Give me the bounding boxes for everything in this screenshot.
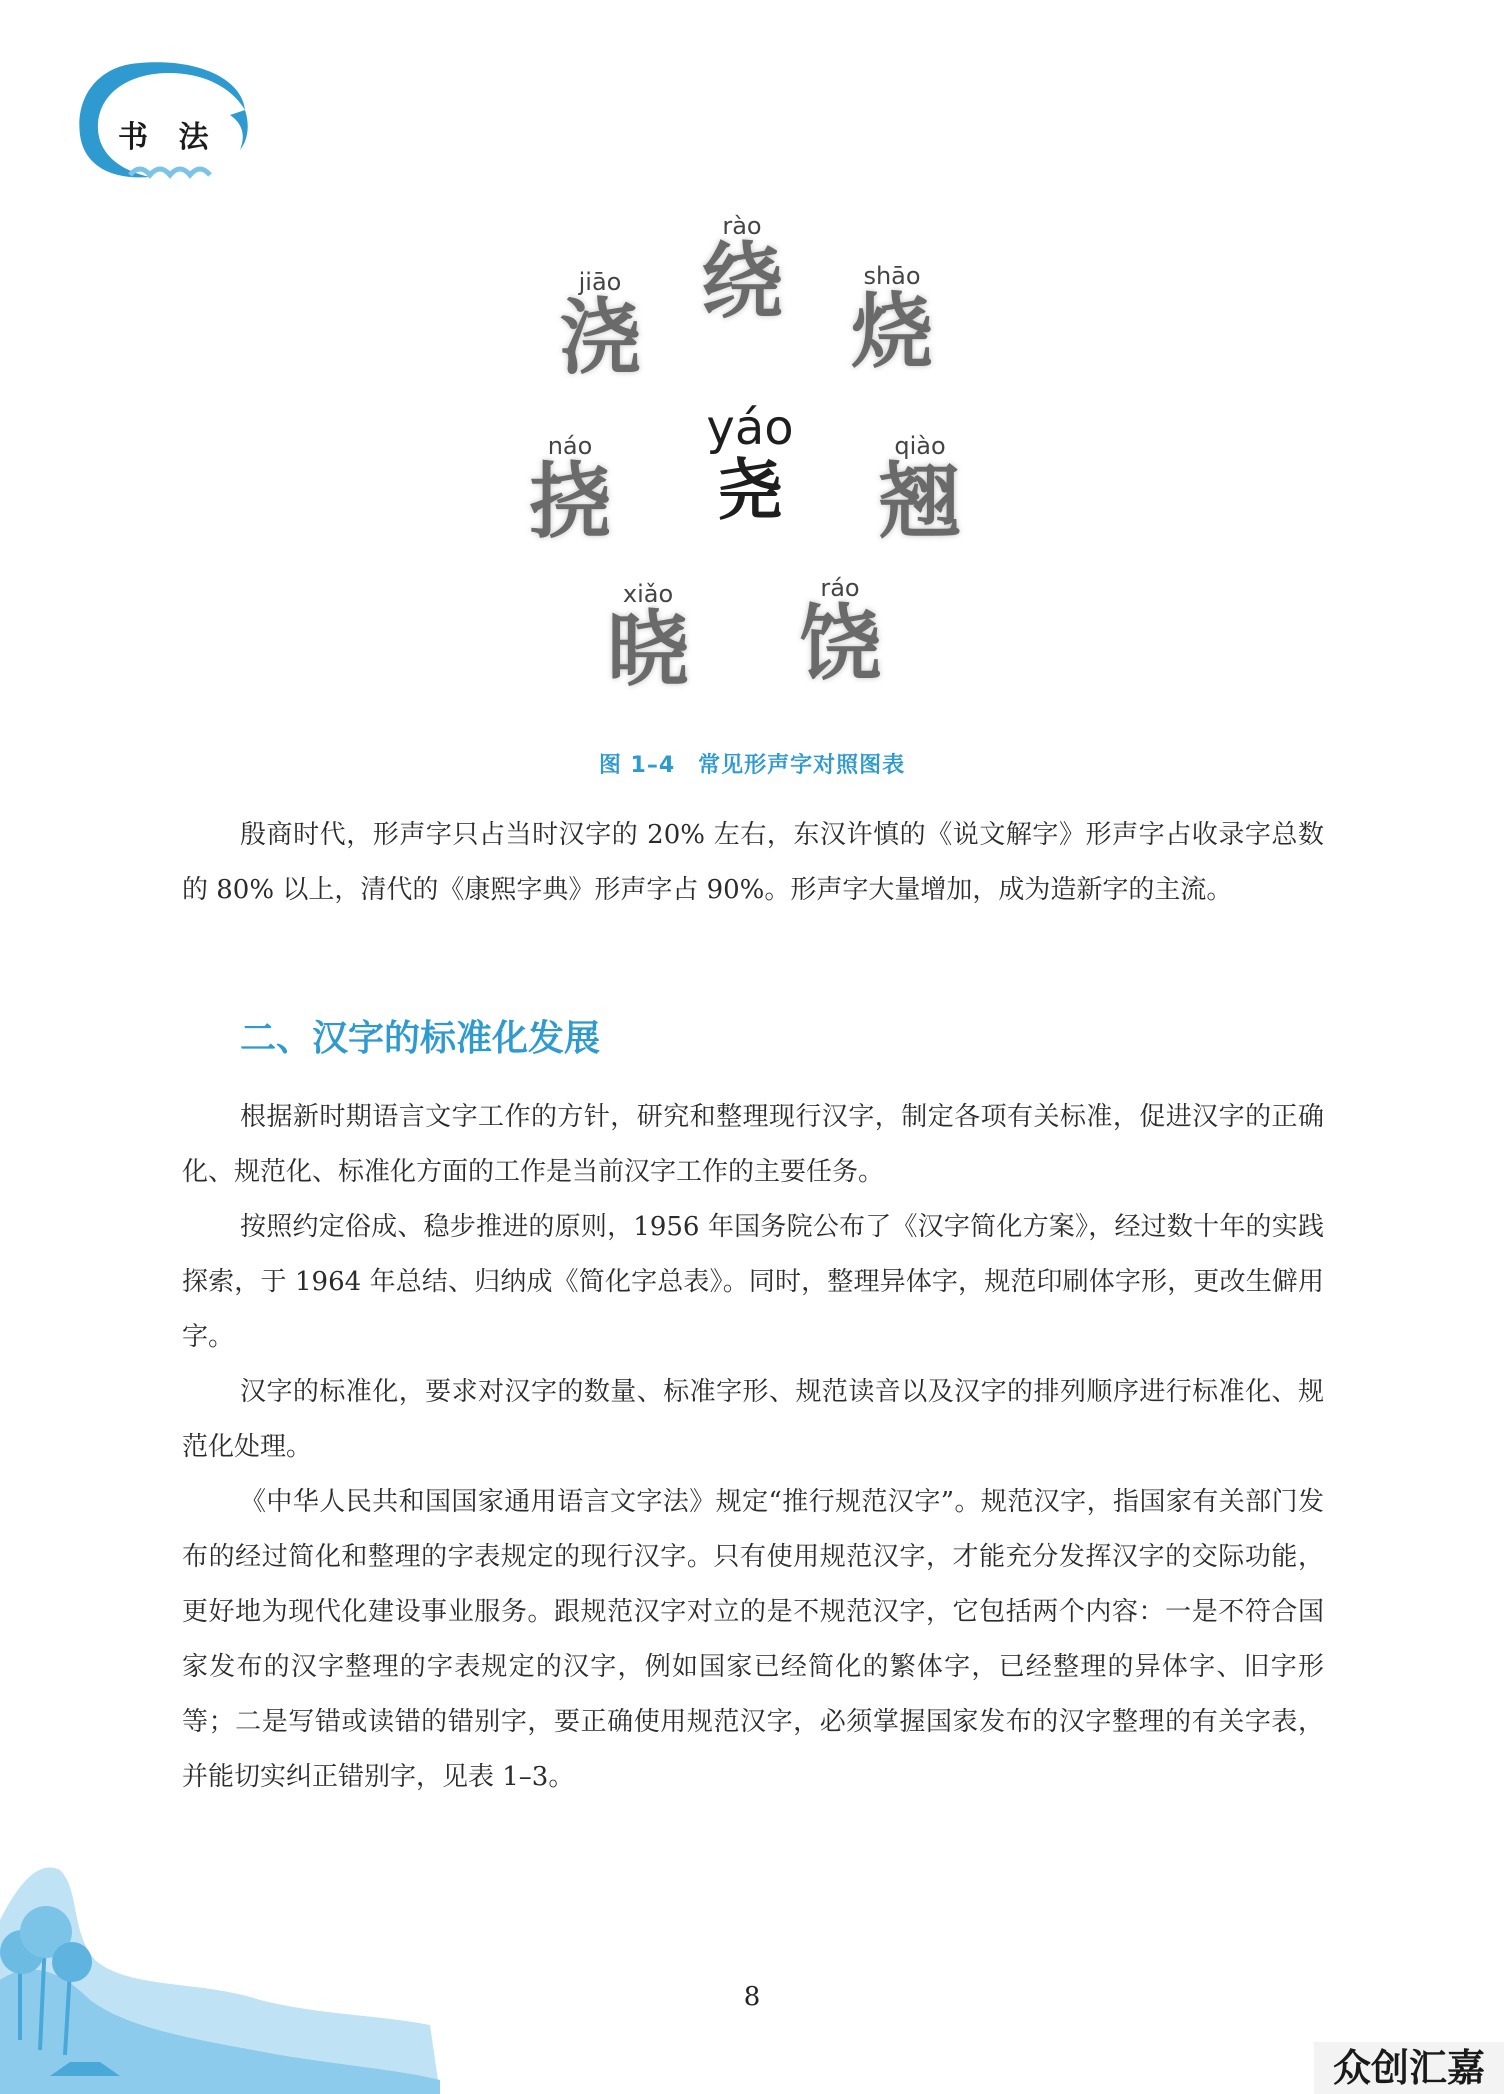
character-hanzi: 晓	[606, 603, 689, 698]
character-hanzi: 尧	[717, 452, 783, 529]
character-qiao-wrap	[850, 432, 990, 550]
paragraph-policy: 根据新时期语言文字工作的方针，研究和整理现行汉字，制定各项有关标准，促进汉字的正确化、规范化、标准化方面的工作是当前汉字工作的主要任务。	[182, 1102, 1324, 1187]
character-hanzi: 浇	[558, 291, 641, 386]
character-pinyin: jiāo	[578, 268, 622, 296]
section-heading: 二、汉字的标准化发展	[240, 1018, 601, 1059]
character-hanzi: 烧	[850, 285, 933, 380]
character-hanzi: 翘	[878, 455, 961, 550]
phonetic-characters-figure	[500, 200, 1020, 720]
character-hanzi: 绕	[700, 235, 783, 330]
page-number: 8	[743, 1982, 761, 2012]
character-pinyin: rào	[722, 212, 762, 240]
landscape-illustration	[0, 1840, 440, 2094]
logo-title: 书 法	[118, 120, 219, 155]
character-pinyin: xiǎo	[622, 580, 674, 608]
paragraph-language-law: 《中华人民共和国国家通用语言文字法》规定“推行规范汉字”。规范汉字，指国家有关部门发布的经过简化和整理的字表规定的现行汉字。只有使用规范汉字，才能充分发挥汉字的交际功能，更好地为现代化建设事业服务。跟规范汉字对立的是不规范汉字，它包括两个内容：一是不符合国家发布的汉字整理的字表规定的汉字，例如国家已经简化的繁体字，已经整理的异体字、旧字形等；二是写错或读错的错别字，要正确使用规范汉字，必须掌握国家发布的汉字整理的有关字表，并能切实纠正错别字，见表 1–3。	[182, 1487, 1324, 1792]
paragraph-simplification: 按照约定俗成、稳步推进的原则，1956 年国务院公布了《汉字简化方案》，经过数十年的实践探索，于 1964 年总结、归纳成《简化字总表》。同时，整理异体字，规范印刷体字形，更改生僻用字。	[182, 1212, 1324, 1352]
character-xiao-wrap	[578, 580, 718, 698]
figure-caption: 图 1–4 常见形声字对照图表	[598, 753, 906, 778]
character-pinyin: yáo	[706, 400, 794, 456]
character-pinyin: náo	[547, 432, 593, 460]
character-hanzi: 饶	[798, 597, 881, 692]
paragraph-history: 殷商时代，形声字只占当时汉字的 20% 左右，东汉许慎的《说文解字》形声字占收录字总数的 80% 以上，清代的《康熙字典》形声字占 90%。形声字大量增加，成为造新字的主流。	[182, 820, 1324, 905]
character-nao-wrap	[500, 432, 640, 550]
character-jiao-wrap	[530, 268, 670, 386]
character-hanzi: 挠	[528, 455, 611, 550]
character-pinyin: qiào	[894, 432, 946, 460]
character-yao-wrap	[680, 400, 820, 529]
watermark-logo: 众创汇嘉	[1314, 2042, 1504, 2094]
character-pinyin: shāo	[863, 262, 921, 290]
character-pinyin: ráo	[820, 574, 860, 602]
character-rao2-wrap	[770, 574, 910, 692]
paragraph-standardization: 汉字的标准化，要求对汉字的数量、标准字形、规范读音以及汉字的排列顺序进行标准化、规范化处理。	[182, 1377, 1324, 1462]
character-shao-wrap	[822, 262, 962, 380]
character-rao-wrap	[672, 212, 812, 330]
